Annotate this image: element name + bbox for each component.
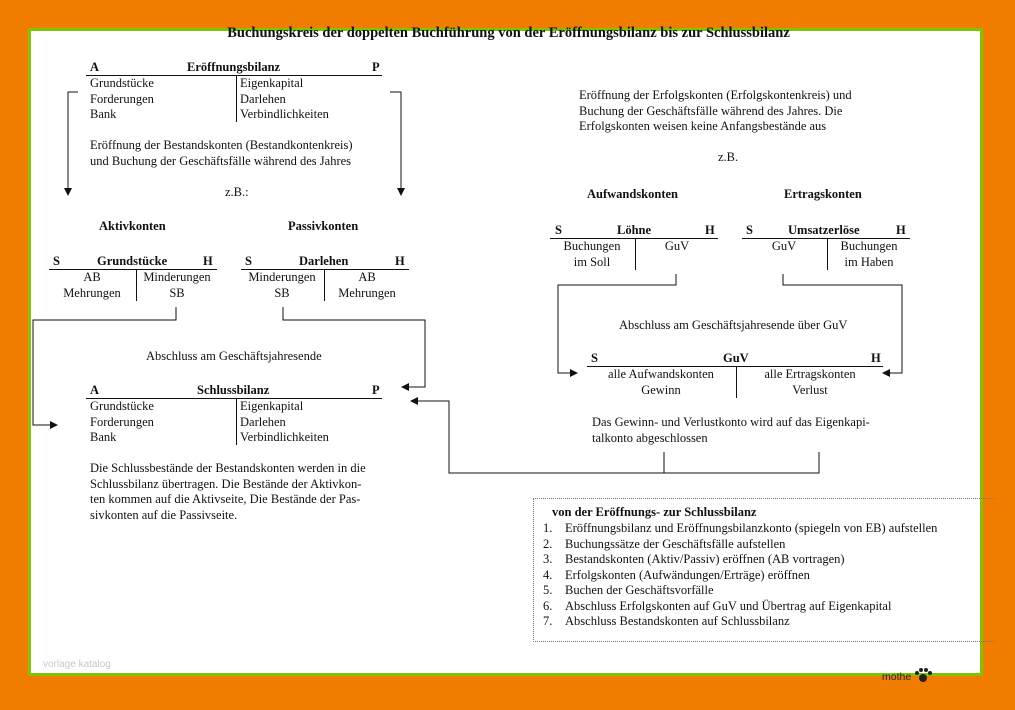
haben-marker: H — [705, 223, 715, 237]
account-name: Umsatzerlöse — [788, 223, 860, 237]
step-text: Eröffnungsbilanz und Eröffnungsbilanzkonto (spiegeln von EB) aufstellen — [565, 521, 938, 535]
step-item — [543, 583, 937, 599]
step-text: Abschluss Erfolgskonten auf GuV und Übertrag auf Eigenkapital — [565, 598, 892, 613]
account-right-entry: AB — [358, 270, 376, 284]
arrow-opening-left — [68, 92, 78, 195]
haben-marker: H — [395, 254, 405, 268]
closing-left-item: Grundstücke — [90, 399, 154, 413]
account-left-entry: Gewinn — [641, 383, 681, 397]
step-item — [543, 599, 937, 615]
arrow-darlehen-to-schlussbilanz — [283, 307, 425, 387]
step-item — [543, 614, 937, 630]
account-right-entry: Buchungen — [840, 239, 898, 253]
step-number: 3. — [543, 552, 553, 566]
schluss-text-line: Die Schlussbestände der Bestandskonten werden in die — [90, 461, 366, 475]
opening-left-item: Grundstücke — [90, 76, 154, 90]
aktiv-heading: Aktivkonten — [99, 219, 166, 233]
steps-list — [543, 521, 937, 630]
closing-right-item: Darlehen — [240, 415, 286, 429]
account-right-entry: alle Ertragskonten — [764, 367, 856, 381]
logo — [882, 667, 932, 683]
step-item — [543, 568, 937, 584]
account-left-entry: Mehrungen — [63, 286, 121, 300]
account-left-entry: alle Aufwandskonten — [608, 367, 714, 381]
diagram-frame — [28, 25, 983, 683]
step-text: Erfolgskonten (Aufwändungen/Erträge) eröffnen — [565, 567, 810, 582]
guv-text-line: talkonto abgeschlossen — [592, 431, 708, 445]
watermark: vorlage katalog — [43, 659, 111, 670]
account-left-entry: GuV — [771, 239, 797, 253]
closing-right-item: Eigenkapital — [240, 399, 304, 413]
diagram-title: Buchungskreis der doppelten Buchführung von der Eröffnungsbilanz bis zur Schlussbilanz — [227, 25, 790, 41]
ertrag-heading: Ertragskonten — [784, 187, 862, 201]
closing-balance-right-marker: P — [372, 383, 380, 397]
arrow-guv-to-eigenkapital — [664, 452, 819, 473]
step-number: 2. — [543, 536, 553, 551]
account-right-entry: Verlust — [792, 383, 828, 397]
step-number: 5. — [543, 583, 553, 597]
erfolg-text-line: Erfolgskonten weisen keine Anfangsbestände aus — [579, 119, 827, 133]
paw-icon — [914, 667, 932, 683]
arrow-opening-right — [390, 92, 401, 195]
account-left-entry: Minderungen — [248, 270, 316, 284]
steps-heading: von der Eröffnungs- zur Schlussbilanz — [552, 505, 757, 519]
account-name: Darlehen — [299, 254, 349, 268]
haben-marker: H — [203, 254, 213, 268]
closing-balance-left-marker: A — [90, 383, 100, 397]
step-number: 1. — [543, 521, 553, 535]
bestand-text-line: und Buchung der Geschäftsfälle während des Jahres — [90, 154, 352, 168]
step-text: Buchungssätze der Geschäftsfälle aufstellen — [565, 536, 786, 551]
closing-left-item: Bank — [90, 430, 117, 444]
step-item — [543, 552, 937, 568]
closing-left-item: Forderungen — [90, 415, 154, 429]
opening-balance-right-marker: P — [372, 60, 380, 74]
aufwand-heading: Aufwandskonten — [587, 187, 679, 201]
soll-marker: S — [555, 223, 562, 237]
schluss-text-line: Schlussbilanz übertragen. Die Bestände der Aktivkon- — [90, 477, 362, 491]
account-right-entry: SB — [169, 286, 185, 300]
soll-marker: S — [591, 351, 598, 365]
erfolg-text-line: Eröffnung der Erfolgskonten (Erfolgskontenkreis) und — [579, 88, 852, 102]
abschluss-left-label: Abschluss am Geschäftsjahresende — [146, 349, 322, 363]
zb-left: z.B.: — [225, 185, 249, 199]
step-item — [543, 537, 937, 553]
schluss-text-line: sivkonten auf die Passivseite. — [90, 508, 238, 522]
guv-text-line: Das Gewinn- und Verlustkonto wird auf das Eigenkapi- — [592, 415, 870, 429]
schluss-text-line: ten kommen auf die Aktivseite, Die Bestände der Pas- — [90, 492, 361, 506]
opening-balance-heading: Eröffnungsbilanz — [187, 60, 281, 74]
step-item — [543, 521, 937, 537]
opening-balance-left-marker: A — [90, 60, 100, 74]
step-text: Bestandskonten (Aktiv/Passiv) eröffnen (AB vortragen) — [565, 552, 845, 566]
logo-text: mothe — [882, 671, 912, 683]
soll-marker: S — [245, 254, 252, 268]
account-right-entry: GuV — [664, 239, 690, 253]
account-name: Grundstücke — [97, 254, 168, 268]
t-account-divider — [236, 398, 237, 445]
bestand-text-line: Eröffnung der Bestandskonten (Bestandkontenkreis) — [90, 138, 353, 152]
zb-right: z.B. — [718, 150, 739, 164]
soll-marker: S — [53, 254, 60, 268]
abschluss-guv-label: Abschluss am Geschäftsjahresende über GuV — [619, 318, 848, 332]
soll-marker: S — [746, 223, 753, 237]
opening-left-item: Forderungen — [90, 92, 154, 106]
step-number: 6. — [543, 598, 553, 613]
t-account-divider — [236, 75, 237, 122]
account-name: GuV — [723, 351, 749, 365]
account-right-entry: Mehrungen — [338, 286, 396, 300]
account-left-entry: AB — [83, 270, 101, 284]
step-text: Buchen der Geschäftsvorfälle — [565, 583, 714, 597]
step-number: 7. — [543, 614, 553, 628]
haben-marker: H — [896, 223, 906, 237]
account-left-entry: Buchungen — [563, 239, 621, 253]
opening-right-item: Darlehen — [240, 92, 286, 106]
opening-right-item: Verbindlichkeiten — [240, 107, 329, 121]
opening-left-item: Bank — [90, 107, 117, 121]
step-number: 4. — [543, 567, 553, 582]
account-name: Löhne — [617, 223, 652, 237]
haben-marker: H — [871, 351, 881, 365]
step-text: Abschluss Bestandskonten auf Schlussbilanz — [565, 614, 790, 628]
erfolg-text-line: Buchung der Geschäftsfälle während des Jahres. Die — [579, 104, 843, 118]
account-right-entry: im Haben — [844, 255, 894, 269]
account-right-entry: Minderungen — [143, 270, 211, 284]
passiv-heading: Passivkonten — [288, 219, 359, 233]
opening-right-item: Eigenkapital — [240, 76, 304, 90]
account-left-entry: im Soll — [573, 255, 611, 269]
closing-right-item: Verbindlichkeiten — [240, 430, 329, 444]
closing-balance-heading: Schlussbilanz — [197, 383, 270, 397]
account-left-entry: SB — [274, 286, 290, 300]
